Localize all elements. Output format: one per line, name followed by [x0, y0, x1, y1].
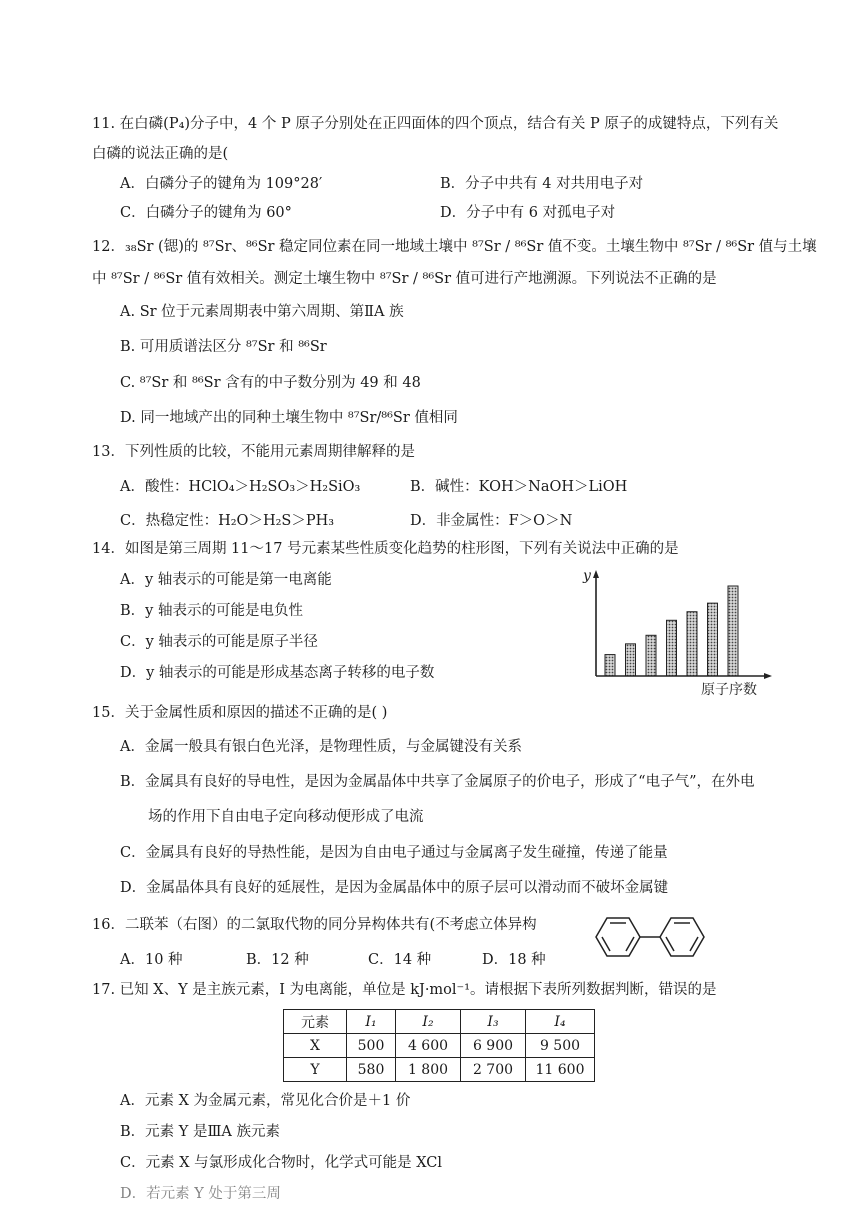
q12-option-c: C. ⁸⁷Sr 和 ⁸⁶Sr 含有的中子数分别为 49 和 48	[120, 375, 421, 391]
q12-stem-line2: 中 ⁸⁷Sr / ⁸⁶Sr 值有效相关。测定土壤生物中 ⁸⁷Sr / ⁸⁶Sr 值可进行产地溯源。下列说法不正确的是	[92, 271, 717, 287]
q12-option-b: B. 可用质谱法区分 ⁸⁷Sr 和 ⁸⁶Sr	[120, 339, 327, 355]
x-axis-arrow	[764, 673, 772, 679]
q14-option-c: C．y 轴表示的可能是原子半径	[120, 634, 318, 650]
q14-option-b: B．y 轴表示的可能是电负性	[120, 603, 303, 619]
table-cell: Y	[284, 1058, 347, 1082]
q14-stem: 14．如图是第三周期 11～17 号元素某些性质变化趋势的柱形图，下列有关说法中正确的是	[92, 541, 679, 557]
q11-option-b: B．分子中共有 4 对共用电子对	[440, 176, 644, 192]
table-cell: 2 700	[461, 1058, 526, 1082]
q15-stem: 15．关于金属性质和原因的描述不正确的是( )	[92, 705, 388, 721]
chart-bar	[646, 635, 656, 676]
q14-option-a: A．y 轴表示的可能是第一电离能	[120, 572, 332, 588]
y-axis-arrow	[593, 570, 599, 578]
table-cell: 11 600	[526, 1058, 595, 1082]
table-header-cell: I₁	[347, 1010, 396, 1034]
table-row	[284, 1034, 595, 1058]
q11-option-c: C．白磷分子的键角为 60°	[120, 205, 292, 221]
q13-option-b: B．碱性：KOH＞NaOH＞LiOH	[410, 479, 628, 495]
chart-bar	[708, 603, 718, 676]
ionization-energy-table	[283, 1009, 595, 1082]
x-axis-label: 原子序数	[701, 682, 757, 698]
q15-option-a: A．金属一般具有银白色光泽，是物理性质，与金属键没有关系	[120, 739, 522, 755]
q12-option-a: A. Sr 位于元素周期表中第六周期、第ⅡA 族	[120, 304, 404, 320]
table-cell: 1 800	[396, 1058, 461, 1082]
table-cell: 9 500	[526, 1034, 595, 1058]
table-row	[284, 1058, 595, 1082]
q12-stem-line1: 12．₃₈Sr (锶)的 ⁸⁷Sr、⁸⁶Sr 稳定同位素在同一地域土壤中 ⁸⁷Sr / ⁸⁶Sr 值不变。土壤生物中 ⁸⁷Sr / ⁸⁶Sr 值与土壤	[92, 239, 817, 255]
q13-option-c: C．热稳定性：H₂O＞H₂S＞PH₃	[120, 513, 335, 529]
chart-bar	[605, 655, 615, 676]
q13-stem: 13．下列性质的比较，不能用元素周期律解释的是	[92, 444, 415, 460]
q16-option-a: A．10 种	[120, 952, 183, 968]
q15-option-c: C．金属具有良好的导热性能，是因为自由电子通过与金属离子发生碰撞，传递了能量	[120, 845, 668, 861]
table-header-cell: I₂	[396, 1010, 461, 1034]
table-cell: 580	[347, 1058, 396, 1082]
chart-bar	[667, 620, 677, 676]
q11-stem-line2: 白磷的说法正确的是(	[92, 146, 229, 162]
q13-option-a: A．酸性：HClO₄＞H₂SO₃＞H₂SiO₃	[120, 479, 361, 495]
q16-option-c: C．14 种	[368, 952, 432, 968]
q16-option-b: B．12 种	[246, 952, 309, 968]
q15-option-d: D．金属晶体具有良好的延展性，是因为金属晶体中的原子层可以滑动而不破坏金属键	[120, 880, 669, 896]
q17-stem: 17. 已知 X、Y 是主族元素，I 为电离能，单位是 kJ·mol⁻¹。请根据下表所列数据判断，错误的是	[92, 982, 717, 998]
q15-option-b-line2: 场的作用下自由电子定向移动便形成了电流	[148, 809, 424, 825]
table-header-cell: I₄	[526, 1010, 595, 1034]
q11-option-a: A．白磷分子的键角为 109°28′	[120, 176, 323, 192]
q12-option-d: D. 同一地域产出的同种土壤生物中 ⁸⁷Sr/⁸⁶Sr 值相同	[120, 410, 458, 426]
table-header-row	[284, 1010, 595, 1034]
table-cell: 4 600	[396, 1034, 461, 1058]
chart-bar	[728, 586, 738, 676]
y-axis-label: y	[583, 568, 591, 584]
q16-option-d: D．18 种	[482, 952, 546, 968]
table-header-cell: I₃	[461, 1010, 526, 1034]
q17-option-c: C．元素 X 与氯形成化合物时，化学式可能是 XCl	[120, 1155, 443, 1171]
q15-option-b-line1: B．金属具有良好的导电性，是因为金属晶体中共享了金属原子的价电子，形成了“电子气”，在外电	[120, 774, 755, 790]
q17-option-b: B．元素 Y 是ⅢA 族元素	[120, 1124, 281, 1140]
q11-option-d: D．分子中有 6 对孤电子对	[440, 205, 616, 221]
biphenyl-structure	[588, 905, 714, 969]
q14-bar-chart	[575, 560, 785, 700]
q13-option-d: D．非金属性：F＞O＞N	[410, 513, 573, 529]
chart-bar	[687, 612, 697, 676]
table-cell: 500	[347, 1034, 396, 1058]
q17-option-a: A．元素 X 为金属元素，常见化合价是＋1 价	[120, 1093, 411, 1109]
q17-option-d-partial: D．若元素 Y 处于第三周	[120, 1186, 281, 1202]
table-cell: X	[284, 1034, 347, 1058]
table-header-cell: 元素	[284, 1010, 347, 1034]
q11-stem-line1: 11. 在白磷(P₄)分子中，4 个 P 原子分别处在正四面体的四个顶点，结合有关 P 原子的成键特点，下列有关	[92, 116, 779, 132]
q16-stem: 16．二联苯（右图）的二氯取代物的同分异构体共有(不考虑立体异构	[92, 917, 537, 933]
chart-bar	[626, 644, 636, 676]
q14-option-d: D．y 轴表示的可能是形成基态离子转移的电子数	[120, 665, 435, 681]
table-cell: 6 900	[461, 1034, 526, 1058]
